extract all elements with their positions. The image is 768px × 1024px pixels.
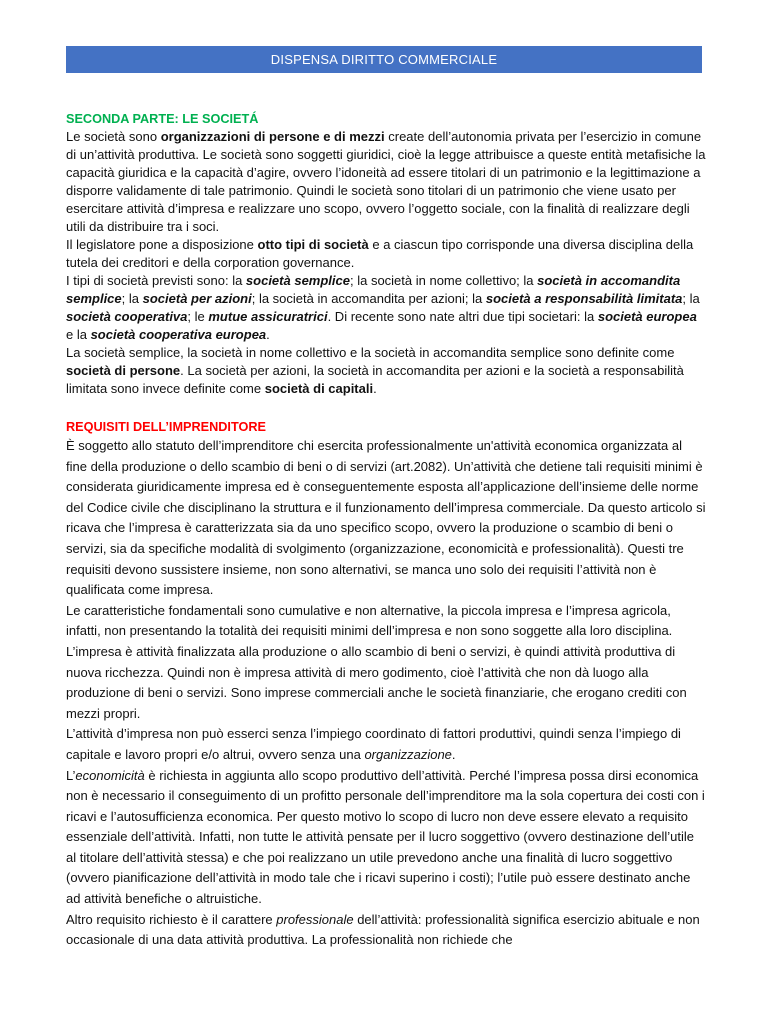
section-le-societa: [66, 110, 706, 398]
paragraph-tipi-societa-numero: Il legislatore pone a disposizione otto tipi di società e a ciascun tipo corrisponde una diversa disciplina della tutela dei creditori e della corporation governance.: [66, 237, 694, 270]
section-requisiti-imprenditore: [66, 418, 706, 951]
paragraph-attivita-produttiva: L’impresa è attività finalizzata alla produzione o allo scambio di beni o servizi, è quindi attività produttiva di nuova ricchezza. Quindi non è impresa attività di mero godimento, cioè l’attività che non dà luogo alla produzione di beni o servizi. Sono imprese commerciali anche le società finanziarie, che erogano crediti con mezzi propri.: [66, 643, 687, 721]
paragraph-persone-capitali: La società semplice, la società in nome collettivo e la società in accomandita semplice sono definite come società di persone. La società per azioni, la società in accomandita per azioni e la società a responsabilità limitata sono invece definite come società di capitali.: [66, 345, 684, 396]
document-header-bar: [66, 46, 702, 73]
paragraph-definizione-societa: Le società sono organizzazioni di persone e di mezzi create dell’autonomia privata per l’esercizio in comune di un’attività produttiva. Le società sono soggetti giuridici, cioè la legge attribuisce a queste entità metafisiche la capacità giuridica e la capacità d’agire, ovvero l’idoneità ad essere titolari di un patrimonio e la legittimazione a disporre validamente di tale patrimonio. Quindi le società sono titolari di un patrimonio che viene usato per esercitare attività d’impresa e realizzare uno scopo, ovvero l’oggetto sociale, con la finalità di realizzare degli utili da distribuire tra i soci.: [66, 129, 706, 234]
paragraph-caratteristiche-fondamentali: Le caratteristiche fondamentali sono cumulative e non alternative, la piccola impresa e l’impresa agricola, infatti, non presentando la totalità dei requisiti minimi dell’impresa e non sono soggette alla loro disciplina.: [66, 602, 673, 639]
paragraph-professionalita: Altro requisito richiesto è il carattere professionale dell’attività: professionalità significa esercizio abituale e non occasionale di una data attività produttiva. La professionalità non richiede che: [66, 911, 700, 948]
paragraph-elenco-tipi-societa: I tipi di società previsti sono: la società semplice; la società in nome collettivo; la società in accomandita semplice; la società per azioni; la società in accomandita per azioni; la società a responsabilità limitata; la società cooperativa; le mutue assicuratrici. Di recente sono nate altri due tipi societari: la società europea e la società cooperativa europea.: [66, 273, 700, 342]
section-heading-requisiti: REQUISITI DELL’IMPRENDITORE: [66, 420, 266, 434]
document-title: DISPENSA DIRITTO COMMERCIALE: [270, 52, 498, 67]
paragraph-statuto-imprenditore: È soggetto allo statuto dell’imprenditore chi esercita professionalmente un'attività economica organizzata al fine della produzione o dello scambio di beni o di servizi (art.2082). Un’attività che detiene tali requisiti minimi è considerata giuridicamente impresa ed è conseguentemente esposta all’applicazione dell’insieme delle norme del Codice civile che disciplinano la struttura e il funzionamento dell’impresa commerciale. Da questo articolo si ricava che l’impresa è caratterizzata sia da uno specifico scopo, ovvero la produzione o scambio di beni o servizi, sia da specifiche modalità di svolgimento (organizzazione, economicità e professionalità). Questi tre requisiti devono sussistere insieme, non sono alternativi, se manca uno solo dei requisiti l’attività non è qualificata come impresa.: [66, 438, 706, 598]
document-body: [66, 110, 706, 951]
section-heading-le-societa: SECONDA PARTE: LE SOCIETÁ: [66, 112, 259, 126]
paragraph-economicita: L’economicità è richiesta in aggiunta allo scopo produttivo dell’attività. Perché l’impresa possa dirsi economica non è necessario il conseguimento di un profitto personale dell’imprenditore ma la sola copertura dei costi con i ricavi e l’autosufficienza economica. Per questo motivo lo scopo di lucro non deve essere elevato a requisito essenziale dell’attività. Infatti, non tutte le attività pensate per il lucro soggettivo (ovvero destinazione dell’utile al titolare dell’attività stessa) e che poi realizzano un utile prevedono anche una finalità di lucro soggettivo (ovvero pianificazione dell’attività in modo tale che i ricavi superino i costi); l’utile può essere destinato anche ad attività benefiche o altruistiche.: [66, 767, 705, 907]
paragraph-organizzazione: L’attività d’impresa non può esserci senza l’impiego coordinato di fattori produttivi, quindi senza l’impiego di capitale e lavoro propri e/o altrui, ovvero senza una organizzazione.: [66, 726, 681, 762]
